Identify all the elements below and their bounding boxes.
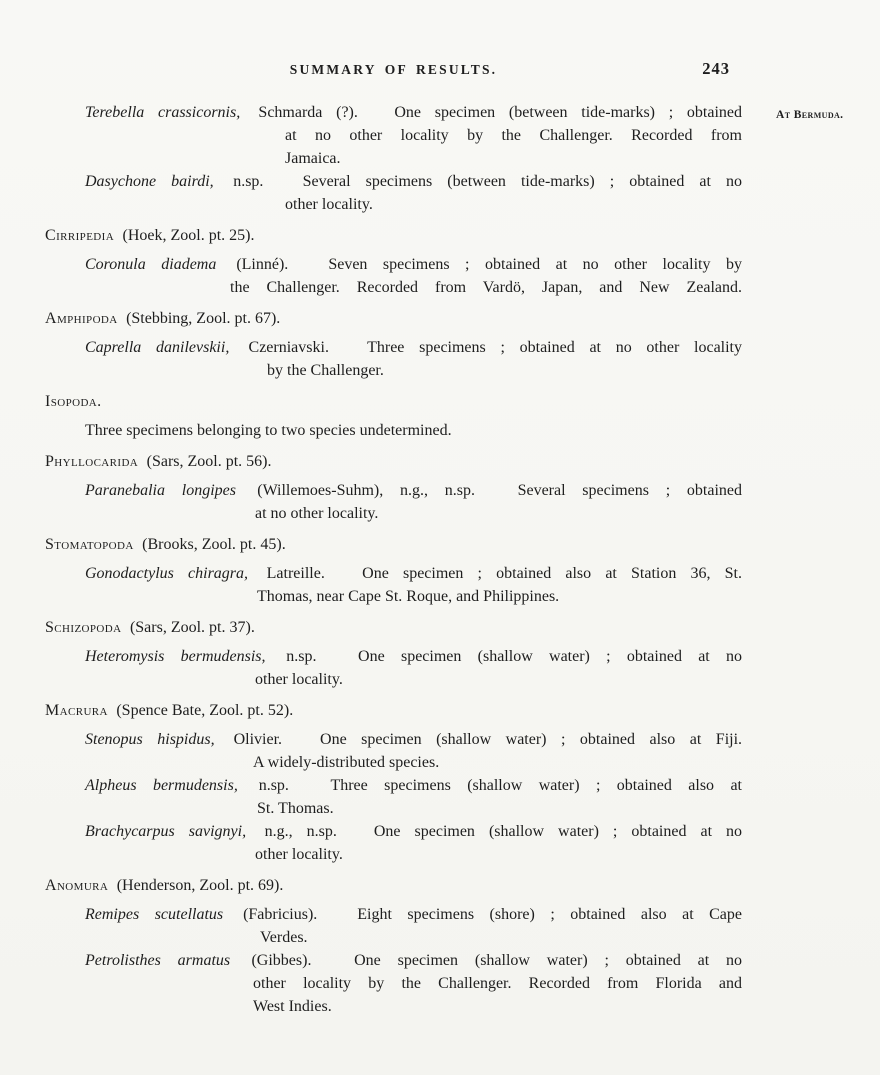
entry-description: One specimen (shallow water) ; obtained at no [373, 823, 743, 840]
entry-line [45, 479, 742, 502]
species-authority: n.sp. [233, 173, 264, 190]
entry-description: One specimen (shallow water) ; obtained also at Fiji. [320, 731, 743, 748]
section-name: Phyllocarida [45, 453, 139, 470]
species-authority: n.g., n.sp. [264, 823, 337, 840]
section-reference: (Hoek, Zool. pt. 25). [122, 227, 255, 244]
section-reference: (Brooks, Zool. pt. 45). [142, 536, 286, 553]
entry-line: other locality. [285, 196, 373, 213]
running-header [45, 61, 742, 79]
species-authority: (Fabricius). [243, 906, 318, 923]
entry-line: other locality. [255, 846, 343, 863]
page-number: 243 [702, 59, 730, 78]
species-name: Brachycarpus savignyi, [85, 823, 247, 840]
species-name: Remipes scutellatus [85, 906, 224, 923]
species-authority: n.sp. [258, 777, 289, 794]
species-authority: Olivier. [233, 731, 283, 748]
entry-line: Verdes. [260, 929, 308, 946]
entry-line: by the Challenger. [267, 362, 384, 379]
entry-line [45, 820, 742, 843]
entry-description: Several specimens ; obtained [517, 482, 743, 499]
section-heading-amphipoda [45, 307, 742, 330]
species-entry [45, 170, 742, 216]
margin-note: At Bermuda. [776, 109, 844, 121]
entry-line [45, 101, 742, 124]
section-name: Macrura [45, 702, 108, 719]
section-name: Amphipoda [45, 310, 118, 327]
entry-line: St. Thomas. [257, 800, 334, 817]
species-authority: Schmarda (?). [258, 104, 358, 121]
entry-description: Several specimens (between tide-marks) ; obtained at no [302, 173, 743, 190]
entry-line: West Indies. [253, 998, 332, 1015]
entry-line: other locality. [255, 671, 343, 688]
entry-line [45, 562, 742, 585]
entry-description: Eight specimens (shore) ; obtained also at Cape [357, 906, 742, 923]
species-name: Dasychone bairdi, [85, 173, 214, 190]
species-authority: n.sp. [286, 648, 317, 665]
species-entry [45, 949, 742, 1018]
entry-line: other locality by the Challenger. Recorded from Florida and [253, 975, 742, 992]
species-entry [45, 336, 742, 382]
species-name: Stenopus hispidus, [85, 731, 215, 748]
entry-line: at no other locality. [255, 505, 379, 522]
page-body [45, 101, 742, 1018]
section-name: Stomatopoda [45, 536, 134, 553]
entry-description: One specimen ; obtained also at Station 36, St. [362, 565, 743, 582]
section-note: Three specimens belonging to two species undetermined. [85, 422, 452, 439]
species-authority: (Gibbes). [251, 952, 312, 969]
species-entry [45, 479, 742, 525]
section-heading-schizopoda [45, 616, 742, 639]
entry-description: One specimen (shallow water) ; obtained at no [354, 952, 743, 969]
entry-line: Jamaica. [285, 150, 341, 167]
entry-line [45, 903, 742, 926]
species-entry [45, 253, 742, 299]
species-authority: (Willemoes-Suhm), n.g., n.sp. [257, 482, 475, 499]
section-name: Anomura [45, 877, 109, 894]
section-heading-macrura [45, 699, 742, 722]
entry-line [45, 170, 742, 193]
species-name: Paranebalia longipes [85, 482, 236, 499]
species-name: Heteromysis bermudensis, [85, 648, 266, 665]
section-heading-phyllocarida [45, 450, 742, 473]
section-name: Schizopoda [45, 619, 122, 636]
entry-description: One specimen (shallow water) ; obtained at no [358, 648, 743, 665]
section-heading-isopoda [45, 390, 742, 413]
entry-description: One specimen (between tide-marks) ; obtained [394, 104, 743, 121]
section-reference: (Stebbing, Zool. pt. 67). [126, 310, 281, 327]
species-name: Caprella danilevskii, [85, 339, 230, 356]
section-name: Cirripedia [45, 227, 115, 244]
entry-description: Seven specimens ; obtained at no other locality by [328, 256, 742, 273]
entry-line [45, 949, 742, 972]
species-name: Terebella crassicornis, [85, 104, 241, 121]
species-name: Alpheus bermudensis, [85, 777, 238, 794]
entry-line: the Challenger. Recorded from Vardö, Japan, and New Zealand. [230, 279, 742, 296]
species-name: Coronula diadema [85, 256, 217, 273]
entry-line: A widely-distributed species. [253, 754, 440, 771]
section-heading-cirripedia [45, 224, 742, 247]
entry-line: at no other locality by the Challenger. Recorded from [285, 127, 742, 144]
species-authority: Czerniavski. [248, 339, 329, 356]
entry-description: Three specimens (shallow water) ; obtained also at [330, 777, 743, 794]
entry-line [45, 253, 742, 276]
section-reference: (Henderson, Zool. pt. 69). [116, 877, 284, 894]
entry-line [45, 728, 742, 751]
entry-line [45, 645, 742, 668]
section-reference: (Spence Bate, Zool. pt. 52). [116, 702, 294, 719]
species-entry [45, 820, 742, 866]
section-reference: (Sars, Zool. pt. 37). [129, 619, 255, 636]
species-authority: (Linné). [236, 256, 289, 273]
species-entry [45, 645, 742, 691]
section-heading-stomatopoda [45, 533, 742, 556]
entry-line [45, 336, 742, 359]
entry-line [45, 774, 742, 797]
species-entry [45, 101, 742, 170]
species-name: Petrolisthes armatus [85, 952, 231, 969]
section-reference: (Sars, Zool. pt. 56). [146, 453, 272, 470]
entry-line: Thomas, near Cape St. Roque, and Philippines. [257, 588, 560, 605]
species-name: Gonodactylus chiragra, [85, 565, 249, 582]
page-header-title: SUMMARY OF RESULTS. [289, 62, 498, 77]
species-entry [45, 774, 742, 820]
species-authority: Latreille. [266, 565, 325, 582]
species-entry [45, 728, 742, 774]
species-entry [45, 903, 742, 949]
species-entry [45, 562, 742, 608]
entry-description: Three specimens ; obtained at no other locality [367, 339, 743, 356]
section-name: Isopoda. [45, 393, 102, 410]
section-heading-anomura [45, 874, 742, 897]
